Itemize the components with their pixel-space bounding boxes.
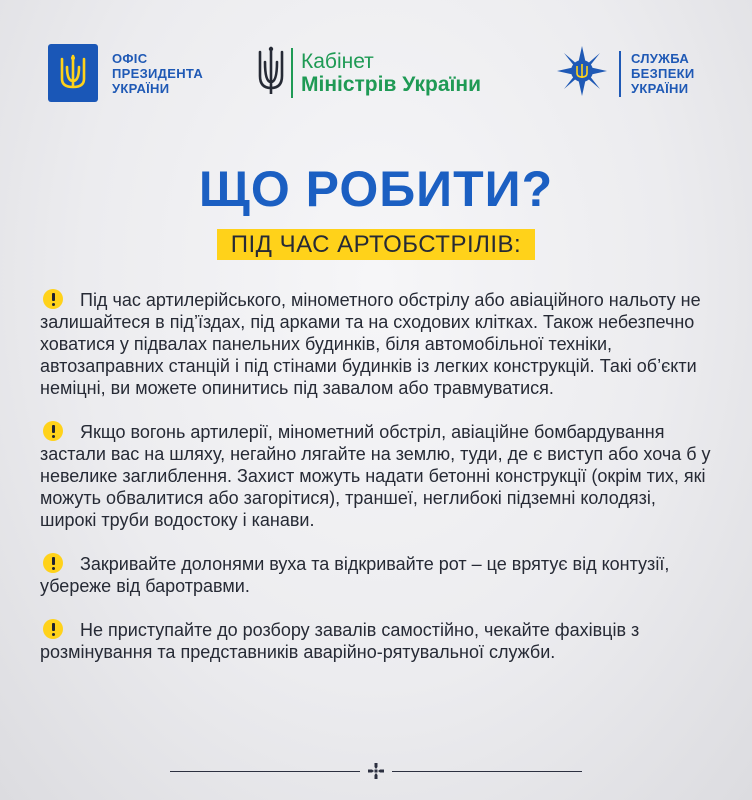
divider-line <box>392 771 582 772</box>
advice-text: Не приступайте до розбору завалів самостійно, чекайте фахівців з розмінування та представників аварійно-рятувальної служби. <box>40 620 640 662</box>
cabinet-of-ministers-name <box>301 50 481 96</box>
advice-text: Під час артилерійського, мінометного обстрілу або авіаційного нальоту не залишайтеся в під’їздах, під арками та на сходових клітках. Також небезпечно ховатися у підвалах панельних будинків, біля автомобільної техніки, автозаправних станцій і під стінами будинків із легких конструкцій. Такі об’єкти неміцні, ви можете опинитись під завалом або травмуватися. <box>40 290 701 398</box>
office-of-president-logo <box>48 44 203 102</box>
subtitle-banner <box>0 229 752 260</box>
sbu-line-3: УКРАЇНИ <box>631 81 689 96</box>
advice-text: Закривайте долонями вуха та відкривайте рот – це врятує від контузії, убереже від баротравми. <box>40 554 670 596</box>
page-title: ЩО РОБИТИ? <box>198 161 554 217</box>
divider-line <box>170 771 360 772</box>
advice-list <box>40 289 712 663</box>
list-item <box>40 619 712 663</box>
security-service-name <box>631 51 695 96</box>
op-line-2: ПРЕЗИДЕНТА <box>112 65 204 81</box>
trident-icon <box>257 44 285 101</box>
sbu-line-1: СЛУЖБА <box>631 51 690 66</box>
trident-icon <box>48 44 98 102</box>
logo-divider <box>619 51 621 97</box>
list-item <box>40 289 712 399</box>
list-item <box>40 421 712 531</box>
list-item <box>40 553 712 597</box>
exclamation-icon <box>43 553 63 573</box>
office-of-president-name <box>112 51 203 96</box>
sbu-emblem-icon <box>555 44 609 103</box>
header <box>0 44 752 116</box>
op-line-1: ОФІС <box>112 50 148 66</box>
footer-divider <box>170 764 582 778</box>
cabinet-of-ministers-logo <box>257 44 481 101</box>
cross-icon <box>368 763 384 779</box>
security-service-logo <box>555 44 695 103</box>
logo-divider <box>291 48 293 98</box>
exclamation-icon <box>43 289 63 309</box>
exclamation-icon <box>43 421 63 441</box>
km-line-1: Кабінет <box>301 49 374 73</box>
exclamation-icon <box>43 619 63 639</box>
page-subtitle: ПІД ЧАС АРТОБСТРІЛІВ: <box>217 229 535 260</box>
sbu-line-2: БЕЗПЕКИ <box>631 66 695 81</box>
op-line-3: УКРАЇНИ <box>112 80 170 96</box>
advice-text: Якщо вогонь артилерії, мінометний обстріл, авіаційне бомбардування застали вас на шляху, негайно лягайте на землю, туди, де є виступ або хоча б у невелике заглиблення. Захист можуть надати бетонні конструкції (окрім тих, які можуть обвалитися або загорітися), траншеї, неглибокі підземні колодязі, широкі труби водостоку і канави. <box>40 422 711 530</box>
km-line-2: Міністрів України <box>301 72 481 96</box>
